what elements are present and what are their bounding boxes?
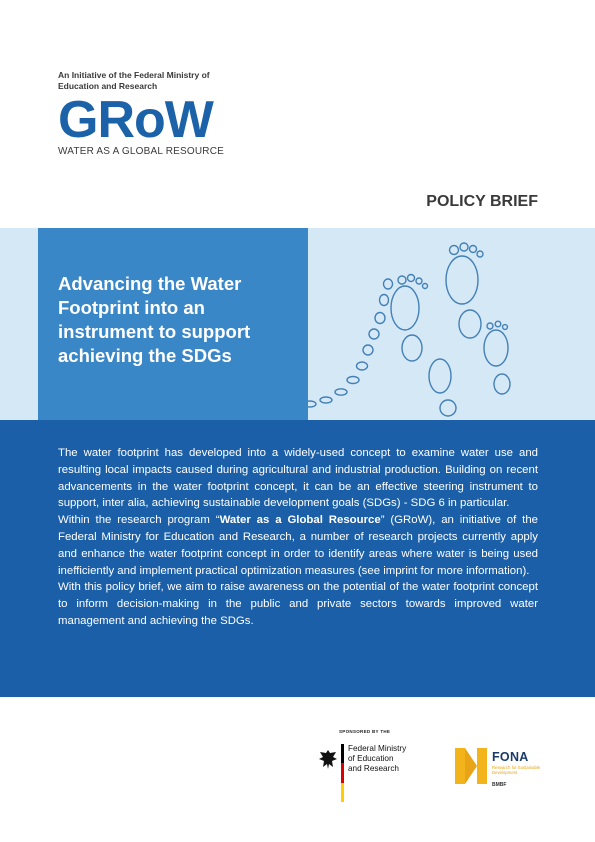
fona-logo: [455, 748, 565, 798]
bmbf-line-2: of Education: [348, 754, 394, 763]
p2-lead: Within the research program “: [58, 514, 220, 527]
bmbf-line-1: Federal Ministry: [348, 744, 407, 753]
grow-logo: GRoW: [58, 91, 213, 149]
document-type: POLICY BRIEF: [426, 193, 538, 210]
logo-subtitle: WATER AS A GLOBAL RESOURCE: [58, 146, 224, 157]
fona-mark-icon: [455, 748, 487, 784]
fona-name: FONA: [492, 750, 529, 764]
intro-text: [58, 445, 538, 630]
german-flag-stripe: [341, 744, 344, 802]
page-title: Advancing the Water Footprint into an instrument to support achieving the SDGs: [58, 273, 251, 366]
intro-paragraph-2: [58, 512, 538, 579]
bmbf-logo: [318, 744, 428, 804]
header: [58, 70, 358, 157]
intro-paragraph-3: With this policy brief, we aim to raise awareness on the potential of the water footprint concept to inform decision-making in the public and private sectors towards improved water management and achieving the SDGs.: [58, 581, 538, 627]
intro-section: [0, 420, 595, 697]
initiative-text: An Initiative of the Federal Ministry of Education and Research: [58, 70, 210, 91]
bmbf-line-3: and Research: [348, 764, 399, 773]
intro-paragraph-1: The water footprint has developed into a widely-used concept to examine water use and resulting local impacts caused during agricultural and industrial production. Building on recent advancements in the water footprint concept, it can be an effective steering instrument to support, inter alia, achieving sustainable development goals (SDGs) - SDG 6 in particular.: [58, 447, 538, 510]
program-name: Water as a Global Resource: [219, 514, 381, 527]
fona-bmbf: BMBF: [492, 782, 507, 788]
fona-subtitle: Research for Sustainable Development: [492, 765, 541, 775]
sponsor-label: SPONSORED BY THE: [339, 729, 391, 734]
bmbf-name: [348, 744, 406, 774]
eagle-icon: [318, 748, 338, 770]
title-box: [38, 228, 308, 420]
p2-rest: ” (GRoW), an initiative of the Federal Ministry for Education and Research, a number of research projects currently apply and enhance the water footprint concept in order to identify areas where water is being used inefficiently and implement practical optimization measures (see imprint for more information).: [58, 514, 539, 577]
